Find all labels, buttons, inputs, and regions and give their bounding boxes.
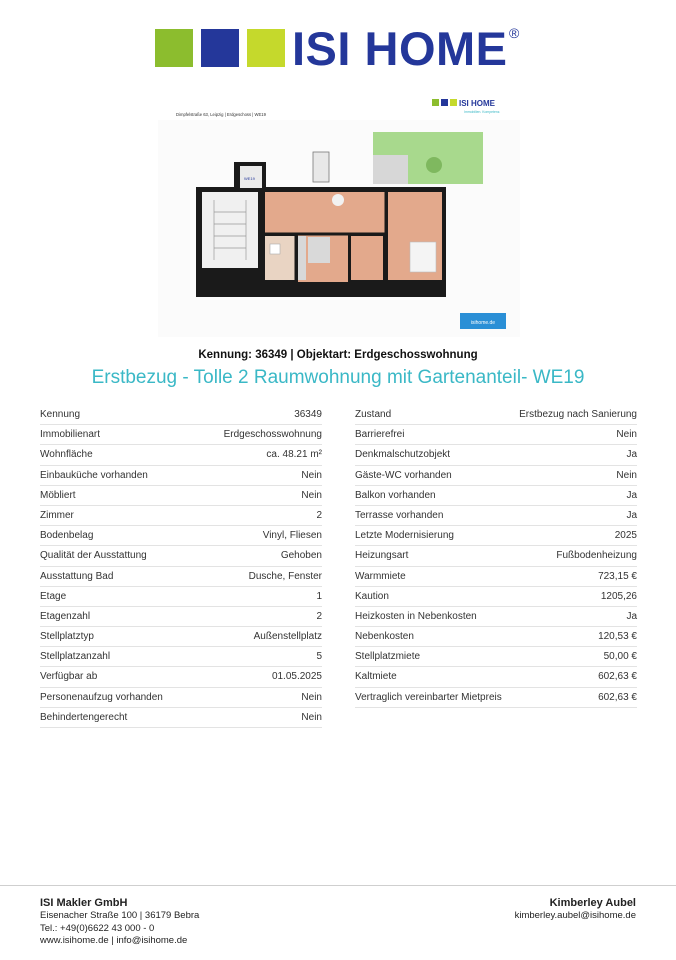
detail-label: Balkon vorhanden bbox=[355, 489, 436, 501]
detail-value: Nein bbox=[616, 469, 637, 481]
detail-label: Nebenkosten bbox=[355, 631, 414, 643]
detail-label: Kaution bbox=[355, 590, 389, 602]
plan-address: Dimpfelstraße 63, Leipzig | Erdgeschoss | WE19 bbox=[176, 112, 266, 117]
detail-value: 723,15 € bbox=[598, 570, 637, 582]
detail-row bbox=[355, 607, 637, 627]
detail-label: Denkmalschutzobjekt bbox=[355, 449, 451, 461]
detail-label: Etage bbox=[40, 590, 67, 602]
detail-row bbox=[355, 425, 637, 445]
detail-value: Erdgeschosswohnung bbox=[223, 429, 322, 441]
detail-value: Ja bbox=[626, 489, 637, 501]
detail-value: Fußbodenheizung bbox=[556, 550, 637, 562]
detail-value: 120,53 € bbox=[598, 631, 637, 643]
detail-row bbox=[355, 445, 637, 465]
detail-label: Kaltmiete bbox=[355, 671, 397, 683]
detail-label: Behindertengerecht bbox=[40, 711, 128, 723]
logo-square-green bbox=[155, 29, 193, 67]
detail-row bbox=[40, 647, 322, 667]
registered-mark: ® bbox=[509, 25, 520, 41]
detail-value: 5 bbox=[316, 651, 322, 663]
detail-value: Nein bbox=[301, 469, 322, 481]
detail-label: Heizkosten in Nebenkosten bbox=[355, 610, 477, 622]
detail-row bbox=[355, 405, 637, 425]
detail-label: Stellplatzanzahl bbox=[40, 651, 111, 663]
detail-label: Kennung bbox=[40, 409, 81, 420]
detail-value: Gehoben bbox=[280, 550, 322, 562]
detail-label: Einbauküche vorhanden bbox=[40, 469, 148, 481]
detail-row bbox=[40, 425, 322, 445]
detail-row bbox=[355, 587, 637, 607]
listing-id-line: Kennung: 36349 | Objektart: Erdgeschosswohnung bbox=[198, 349, 478, 361]
detail-row bbox=[40, 607, 322, 627]
detail-label: Personenaufzug vorhanden bbox=[40, 691, 163, 703]
detail-label: Immobilienart bbox=[40, 429, 101, 441]
contact-email[interactable]: kimberley.aubel@isihome.de bbox=[514, 910, 636, 921]
detail-row bbox=[355, 627, 637, 647]
detail-value: 36349 bbox=[294, 409, 322, 420]
detail-row bbox=[40, 486, 322, 506]
detail-label: Gäste-WC vorhanden bbox=[355, 469, 452, 481]
details-right-column bbox=[355, 405, 637, 708]
detail-value: Vinyl, Fliesen bbox=[262, 530, 322, 542]
detail-label: Warmmiete bbox=[355, 570, 406, 582]
detail-label: Letzte Modernisierung bbox=[355, 530, 454, 542]
brand-name: ISI HOME bbox=[292, 22, 508, 75]
detail-label: Etagenzahl bbox=[40, 610, 91, 622]
detail-value: 2025 bbox=[614, 530, 637, 542]
detail-value: 50,00 € bbox=[603, 651, 637, 663]
detail-row bbox=[40, 506, 322, 526]
detail-row bbox=[355, 526, 637, 546]
detail-value: 1 bbox=[316, 590, 322, 602]
company-address: Eisenacher Straße 100 | 36179 Bebra bbox=[40, 910, 200, 921]
detail-value: Ja bbox=[626, 610, 637, 622]
detail-value: Ja bbox=[626, 449, 637, 461]
detail-row bbox=[40, 667, 322, 687]
detail-row bbox=[355, 667, 637, 687]
detail-label: Zimmer bbox=[40, 509, 74, 521]
detail-label: Terrasse vorhanden bbox=[355, 509, 444, 521]
detail-label: Ausstattung Bad bbox=[40, 570, 114, 582]
detail-row bbox=[355, 486, 637, 506]
detail-row bbox=[40, 405, 322, 425]
plan-site-button-label: isihome.de bbox=[470, 320, 496, 326]
detail-value: Nein bbox=[301, 711, 322, 723]
detail-row bbox=[355, 506, 637, 526]
company-name: ISI Makler GmbH bbox=[40, 897, 128, 909]
listing-title: Erstbezug - Tolle 2 Raumwohnung mit Gartenanteil- WE19 bbox=[91, 367, 585, 388]
footer-company-block bbox=[40, 896, 199, 948]
plan-unit-label: WE19 bbox=[244, 176, 255, 181]
detail-value: Ja bbox=[626, 509, 637, 521]
detail-label: Vertraglich vereinbarter Mietpreis bbox=[355, 691, 502, 703]
detail-value: 01.05.2025 bbox=[271, 671, 322, 683]
detail-value: 1205,26 bbox=[600, 590, 637, 602]
detail-row bbox=[40, 688, 322, 708]
brand-logo bbox=[155, 22, 525, 75]
detail-value: 2 bbox=[316, 610, 322, 622]
detail-value: Nein bbox=[301, 489, 322, 501]
detail-row bbox=[355, 466, 637, 486]
footer-contact-block bbox=[515, 896, 636, 923]
detail-value: ca. 48.21 m² bbox=[266, 449, 322, 461]
company-phone[interactable]: Tel.: +49(0)6622 43 000 - 0 bbox=[40, 922, 155, 934]
detail-row bbox=[40, 466, 322, 486]
contact-name: Kimberley Aubel bbox=[549, 897, 636, 909]
detail-value: Dusche, Fenster bbox=[248, 570, 322, 582]
detail-label: Verfügbar ab bbox=[40, 671, 98, 683]
detail-row bbox=[40, 567, 322, 587]
footer-divider bbox=[0, 885, 676, 886]
detail-label: Stellplatztyp bbox=[40, 631, 94, 643]
detail-row bbox=[355, 546, 637, 566]
detail-row bbox=[355, 647, 637, 667]
detail-label: Wohnfläche bbox=[40, 449, 93, 461]
detail-label: Barrierefrei bbox=[355, 429, 405, 441]
detail-label: Heizungsart bbox=[355, 550, 409, 562]
detail-row bbox=[40, 546, 322, 566]
detail-label: Stellplatzmiete bbox=[355, 651, 421, 663]
detail-row bbox=[40, 445, 322, 465]
detail-row bbox=[355, 567, 637, 587]
detail-value: 602,63 € bbox=[598, 671, 637, 683]
detail-value: Nein bbox=[616, 429, 637, 441]
detail-label: Qualität der Ausstattung bbox=[40, 550, 147, 562]
detail-row bbox=[355, 688, 637, 708]
logo-square-blue bbox=[201, 29, 239, 67]
company-web-email[interactable]: www.isihome.de | info@isihome.de bbox=[40, 935, 188, 946]
detail-row bbox=[40, 708, 322, 728]
detail-row bbox=[40, 526, 322, 546]
detail-value: Außenstellplatz bbox=[253, 631, 322, 643]
floor-plan-image[interactable] bbox=[158, 92, 520, 337]
detail-value: Nein bbox=[301, 691, 322, 703]
detail-label: Möbliert bbox=[40, 489, 76, 501]
plan-logo-tagline: Immobilien. Kompetenz. bbox=[464, 110, 501, 114]
detail-row bbox=[40, 587, 322, 607]
detail-value: 2 bbox=[316, 509, 322, 521]
plan-logo-name: ISI HOME bbox=[459, 99, 496, 108]
detail-value: Erstbezug nach Sanierung bbox=[519, 409, 637, 420]
detail-label: Bodenbelag bbox=[40, 530, 94, 542]
detail-value: 602,63 € bbox=[598, 691, 637, 703]
logo-square-lime bbox=[247, 29, 285, 67]
detail-label: Zustand bbox=[355, 409, 392, 420]
detail-row bbox=[40, 627, 322, 647]
details-left-column bbox=[40, 405, 322, 728]
